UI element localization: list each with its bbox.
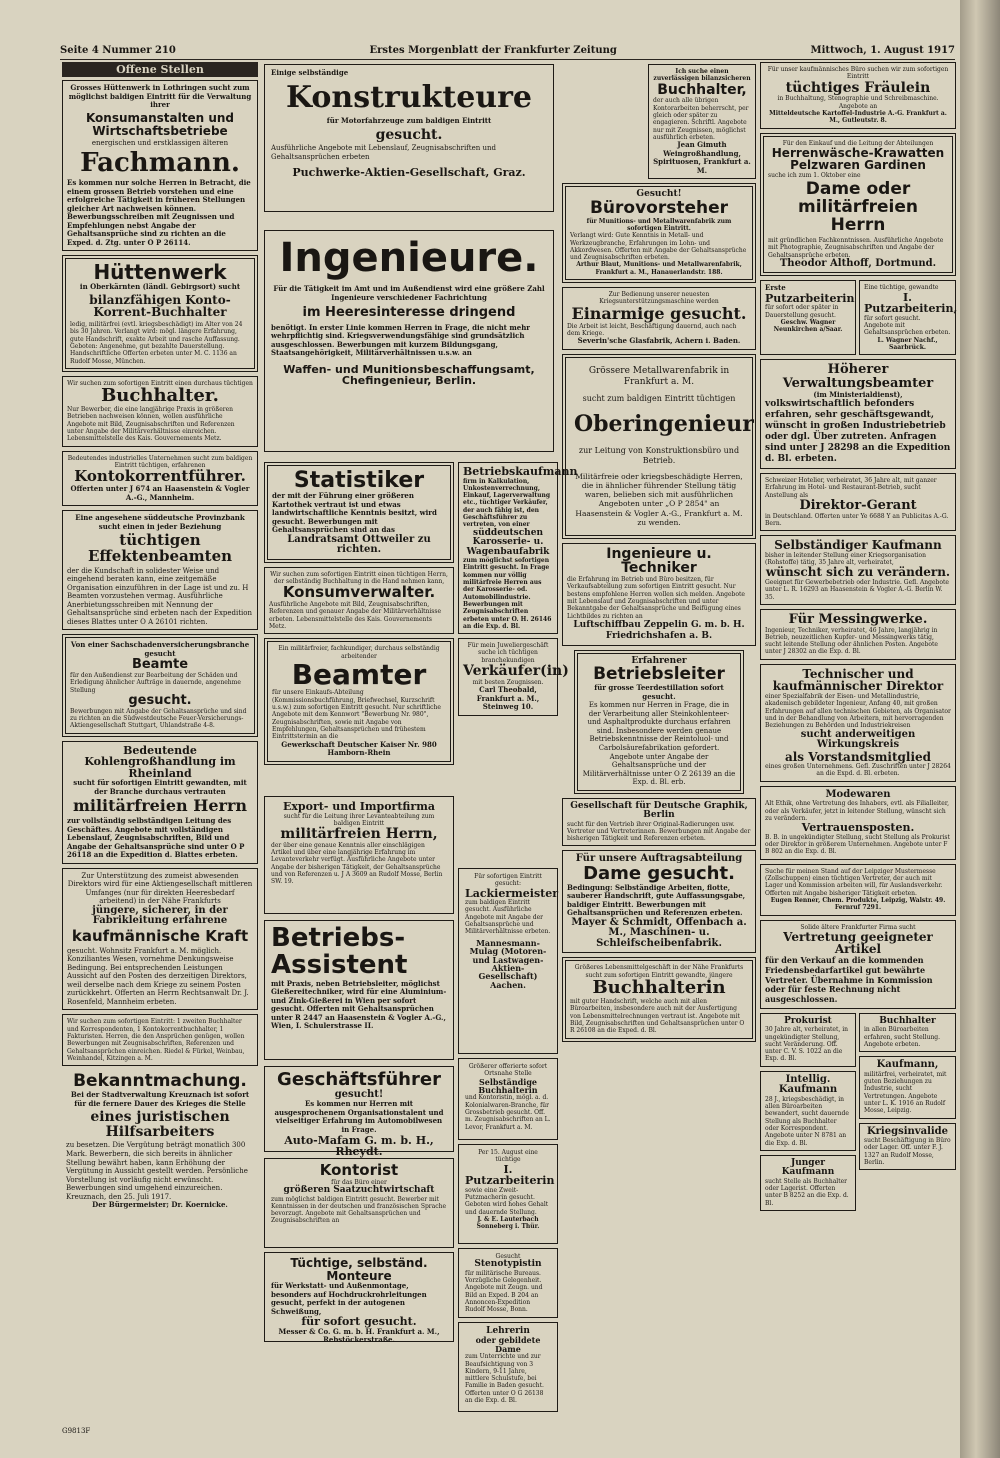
ad-headline: Stenotypistin — [474, 1259, 542, 1270]
ad-body: firm in Kalkulation, Unkostenverrechnung, Einkauf, Lagerverwaltung etc., tüchtiger Verkäufer, der auch fähig ist, den Geschäftsführer zu vertreten, von einer — [463, 477, 551, 529]
ad-direktor-gerant — [760, 473, 956, 531]
ad-text: Ein militärfreier, fachkundiger, durchaus selbständig arbeitender — [278, 645, 440, 660]
ad-text: für Munitions- und Metallwarenfabrik zum sofortigen Eintritt. — [586, 217, 732, 232]
ad-riedel-fuerkel: Wir suchen zum sofortigen Eintritt: 1 zweiten Buchhalter und Korrespondenten, 1 Kontokorrentbuchhalter, 1 Fakturisten. Herren, die den Ansprüchen genügen, wollen Bewerbungen mit Zeugnisabschriften, Referenzen und Gehaltsansprüchen einreichen. Riedel & Fürkel, Weinbau, Weinhandel, Kitzingen a. M. — [62, 1014, 258, 1066]
column-3 — [562, 64, 756, 1046]
ad-text: sucht zum baldigen Eintritt tüchtigen — [582, 393, 736, 403]
ad-body: und Kontoristin, mögl. a. d. Kolonialwaren-Branche, für Grossbetrieb gesucht. Off. m. Zeugnisabschriften an L. Levor, Frankfurt a. M. — [465, 1094, 551, 1131]
ad-firm: Messer & Co. G. m. b. H. Frankfurt a. M., Rebstöckerstraße. — [278, 1326, 440, 1345]
column-1 — [62, 62, 258, 1217]
ad-body: sucht Beschäftigung in Büro oder Lager. Off. unter F. J. 1327 an Rudolf Mosse, Berlin. — [864, 1137, 951, 1166]
column-4 — [760, 62, 956, 1215]
ad-stenotypistin — [458, 1248, 558, 1318]
ad-body: Ausführliche Angebote mit Bild, Zeugnisabschriften, Referenzen und genauer Angabe der Militärverhältnisse erbeten. Lebensmittelstelle des Kais. Gouvernements Metz. — [269, 601, 442, 631]
ad-signature: Der Bürgermeister; Dr. Koernicke. — [92, 1200, 228, 1210]
ad-graphik — [562, 798, 756, 847]
ad-buerovorsteher — [562, 183, 756, 283]
ad-beamter — [264, 638, 454, 764]
ad-body: Für die Tätigkeit im Amt und im Außendienst wird eine größere Zahl Ingenieure verschiedener Fachrichtung — [273, 284, 545, 302]
ad-firm: Eugen Renner, Chem. Produkte, Leipzig, Walstr. 49. Fernruf 7291. — [770, 896, 946, 912]
ad-headline: Vertrauensposten. — [801, 821, 915, 835]
ad-headline: Höherer Verwaltungsbeamter — [782, 362, 934, 391]
ad-firm: J. & E. Lauterbach Sonneberg i. Thür. — [476, 1215, 540, 1231]
ad-text: Bedeutendes industrielles Unternehmen sucht zum baldigen Eintritt tüchtigen, erfahrenen — [67, 454, 253, 469]
ad-headline: I. Putzarbeiterin, — [864, 290, 958, 316]
ad-heading: eines juristischen Hilfsarbeiters — [90, 1109, 230, 1140]
ad-text: suche ich zum 1. Oktober eine — [768, 172, 861, 180]
ad-dame-gesucht — [562, 850, 756, 953]
ad-body: für sofort gesucht. Angebote mit Gehaltsansprüchen erbeten. — [864, 314, 951, 337]
ad-headline: Modewaren — [825, 788, 891, 800]
ad-oberingenieur — [562, 354, 756, 539]
ad-headline: Beamter — [291, 658, 427, 691]
ad-headline: Herrenwäsche-Krawatten Pelzwaren Gardinen — [771, 145, 945, 173]
ad-body: eines großen Unternehmens. Gefl. Zuschriften unter J 28264 an die Expd. d. Bl. erbeten. — [765, 763, 951, 778]
ad-body: der auch alle übrigen Kontorarbeiten beherrscht, per gleich oder später zu engagieren. Schriftl. Angebote nur mit Zeugnissen, möglichst ausführlich erbeten. — [653, 97, 749, 141]
ad-body: zur vollständig selbständigen Leitung des Geschäftes. Angebote mit vollständigen Lebenslauf, Zeugnisabschriften, Bild und Angabe der Gehaltsansprüche sind unter O P 26118 an die Expedition d. Blattes erbeten. — [67, 816, 245, 860]
ad-headline: tüchtiges Fräulein — [785, 79, 931, 96]
ad-heading: größeren Saatzuchtwirtschaft — [283, 1185, 435, 1196]
ad-betriebskaufmann — [458, 462, 578, 634]
ad-erste-putzarbeiterin — [760, 280, 856, 355]
ad-text: Zur Unterstützung des zumeist abwesenden Direktors wird für eine Aktiengesellschaft mittleren Umfanges (nur für direkten Heeresbedarf arbeitend) in der Nähe Frankfurts — [67, 871, 253, 906]
ad-text: Größerer offerierte sofort Ortsnahe Stelle — [468, 1063, 548, 1078]
ad-firm: Gesellschaft für Deutsche Graphik, Berlin — [570, 800, 748, 821]
page-edge — [960, 0, 1000, 1458]
ad-text: Erfahrener — [631, 655, 687, 666]
ad-body: benötigt. In erster Linie kommen Herren in Frage, die nicht mehr wehrpflichtig sind. Kriegsverwendungsfähige sind grundsätzlich ausgeschlossen. Bewerbungen mit kurzem Bildungsgang, Staatsangehörigkeit, Militärverhältnissen u.s.w. an — [271, 322, 530, 358]
ad-konsumverwalter — [264, 567, 454, 635]
ad-firm: Mitteldeutsche Kartoffel-Industrie A.-G. Frankfurt a. M., Gutleutstr. 8. — [769, 109, 947, 125]
column-2a — [264, 462, 454, 769]
ad-body: zum baldigen Eintritt gesucht. Ausführliche Angebote mit Angabe der Gehaltsansprüche und Militärverhältnisse erbeten. — [465, 899, 551, 936]
ad-headline: Junger Kaufmann — [781, 1157, 835, 1178]
ad-firm: Mayer & Schmidt, Offenbach a. M., Maschinen- u. Schleifscheibenfabrik. — [571, 916, 747, 949]
ad-text: energischen und erstklassigen älteren — [91, 139, 229, 148]
ad-heading: bilanzfähigen Konto-Korrent-Buchhalter — [89, 292, 231, 320]
ad-headline: I. Putzarbeiterin — [465, 1162, 555, 1188]
ad-text: Für unser kaufmännisches Büro suchen wir zum sofortigen Eintritt — [767, 66, 949, 81]
ad-text: Schweizer Hotelier, verheiratet, 36 Jahre alt, mit ganzer Erfahrung im Hotel- und Restaurant-Betrieb, sucht Anstellung als — [765, 476, 937, 499]
ad-body: sowie eine Zweit-Putzmacherin gesucht. Geboten wird hohes Gehalt und dauernde Stellung. — [465, 1186, 549, 1216]
ad-body: für sofort oder später in Dauerstellung gesucht. — [765, 304, 839, 319]
ad-heading: jüngere, sicherer, in der Fabrikleitung erfahrene — [92, 904, 228, 927]
ad-headline: Für Messingwerke. — [788, 611, 928, 627]
ad-headline: Buchhalterin — [592, 977, 726, 999]
ad-body: ledig, militärfrei (evtl. kriegsbeschädigt) im Alter von 24 bis 30 Jahren. Verlangt wird: mögl. längere Erfahrung, gute Handschrift, exakte Arbeit und rasche Auffassung. Geboten: Angenehme, gut bezahlte Dauerstellung. Handschriftliche Offerten erbeten unter M. C. 1136 an Rudolf Mosse, München. — [70, 320, 243, 365]
ad-firm: Carl Theobald, Frankfurt a. M., Steinweg 10. — [476, 685, 540, 712]
ad-firm: Severin'sche Glasfabrik, Achern i. Baden. — [577, 336, 741, 346]
ad-heading: im Heeresinteresse dringend — [302, 305, 516, 321]
ad-text: Für mein Juweliergeschäft suche ich tüchtigen branchekundigen — [467, 642, 549, 664]
ad-headline: Bürovorsteher — [589, 197, 729, 218]
ad-body: zum möglichst sofortigen Eintritt gesucht. In Frage kommen nur völlig militärfreie Herren aus der Karosserie- od. Automobilindustrie. Bewerbungen mit Zeugnisabschriften erbeten unter O. H. 26146 an die Exp. d. Bl. — [463, 557, 552, 630]
page-header — [60, 45, 955, 60]
ad-firm: Puchwerke-Aktien-Gesellschaft, Graz. — [292, 166, 526, 180]
ad-buchhalterin — [562, 957, 756, 1041]
ad-verkaeufer — [458, 638, 569, 716]
ad-body: mit gründlichen Fachkenntnissen. Ausführliche Angebote mit Photographie, Zeugnisabschriften und Angabe der Gehaltsansprüche erbeten. — [768, 236, 944, 259]
column-2b — [458, 462, 578, 720]
ad-body: Ingenieur, Techniker, verheiratet, 46 Jahre, langjährig in Betrieb, neuzeitlichen Kupfer- und Messingwerks tätig, sucht leitende Stellung oder ähnlichen Posten. Angebote unter J 28302 an die Exp. d. Bl. — [765, 626, 938, 656]
ad-heading: sucht anderweitigen Wirkungskreis — [800, 728, 916, 751]
ad-body: für den Außendienst zur Bearbeitung der Schäden und Erledigung ähnlicher Aufträge in dauernde, angenehme Stellung — [70, 672, 241, 694]
ad-body: volkswirtschaftlich befonders erfahren, sehr geschäftsgewandt, wünscht in großen Industriebetrieb oder dgl. Über zutreten. Anfragen sind unter J 28298 an die Expedition d. Bl. erbeten. — [765, 399, 951, 464]
ad-firm: Arthur Blaut, Munitions- und Metallwarenfabrik, Frankfurt a. M., Hanauerlandstr. 188. — [576, 261, 742, 276]
ad-headline: Kriegsinvalide — [866, 1125, 949, 1137]
ad-huettenwerk — [62, 255, 258, 372]
ad-heading: gesucht! — [334, 1088, 384, 1100]
ad-headline: Oberingenieur — [574, 411, 754, 438]
ad-text: für grosse Teerdestillation sofort gesucht. — [594, 683, 724, 701]
ad-body: zu besetzen. Die Vergütung beträgt monatlich 300 Mark. Bewerbern, die sich bereits in ähnlicher Stellung bewährt haben, kann Erhöhung der Vergütung in Aussicht gestellt werden. Persönliche Vorstellung ist vorläufig nicht erwünscht. Bewerbungen sind umgehend einzureichen. — [66, 1141, 248, 1193]
ad-heading: für sofort gesucht. — [301, 1315, 417, 1329]
ad-headline: Putzarbeiterin — [765, 291, 855, 305]
ad-modewaren — [760, 786, 956, 860]
ad-text: sucht für die Leitung ihrer Levanteabteilung zum baldigen Eintritt — [283, 812, 435, 827]
ad-intellig-kaufmann — [760, 1071, 856, 1151]
ad-text: Lehrerin — [486, 1326, 530, 1336]
ad-kontorist — [264, 1158, 454, 1248]
ad-text: (im Ministerialdienst), — [813, 389, 903, 399]
header-center: Erstes Morgenblatt der Frankfurter Zeitung — [369, 45, 617, 56]
ad-date: Kreuznach, den 25. Juli 1917. — [66, 1192, 172, 1201]
ad-firm: Auto-Mafam G. m. b. H., Rheydt. — [284, 1133, 434, 1159]
ad-firm: Landratsamt Ottweiler zu richten. — [287, 533, 431, 556]
ad-text: Eine angesehene süddeutsche Provinzbank sucht einen in jeder Beziehung — [75, 513, 245, 531]
ad-headline: Ingenieure u. Techniker — [606, 545, 712, 577]
ad-headline: gesucht. — [128, 692, 192, 708]
ad-body: zur Leitung von Konstruktionsbüro und Betrieb. — [578, 446, 740, 466]
ad-headline: Betriebsleiter — [593, 664, 725, 685]
ad-export-import — [264, 796, 454, 914]
ad-ingenieure — [264, 230, 554, 452]
ad-text: Grosses Hüttenwerk in Lothringen sucht zum möglichst baldigen Eintritt für die Verwaltung ihrer — [68, 83, 252, 110]
ad-text: Größeres Lebensmittelgeschäft in der Nähe Frankfurts sucht zum sofortigen Eintritt gewandte, jüngere — [574, 964, 744, 979]
ad-text: Wir suchen zum sofortigen Eintritt einen tüchtigen Herrn, der selbständig Buchhaltung in die Hand nehmen kann, — [270, 570, 448, 586]
ad-body: in Deutschland. Offerten unter Ye 6688 Y an Publicitas A.-G. Bern. — [765, 512, 949, 527]
ad-headline: Buchhalter. — [101, 385, 219, 407]
ad-body: Nur Bewerber, die eine langjährige Praxis in größeren Betrieben nachweisen können, wollen ausführliche Angebote mit Bild, Zeugnisabschriften und Referenzen unter Angabe der Militärverhältnisse einreichen. Lebensmittelstelle des Kais. Gouvernements Metz. — [67, 406, 235, 443]
ad-buchhalter — [62, 376, 258, 447]
ad-selbstaendiger-kaufmann — [760, 535, 956, 605]
ad-bekanntmachung — [62, 1070, 258, 1213]
ad-body: Alt Ethik, ohne Vertretung des Inhabers, evtl. als Filialleiter, oder als Verkäufer, jetzt in leitender Stellung, wünscht sich zu verändern. — [765, 800, 949, 822]
ad-lehrerin — [458, 1322, 558, 1412]
ad-headline: Intellig. Kaufmann — [778, 1073, 838, 1096]
ad-headline: kaufmännische Kraft — [71, 926, 249, 945]
ad-headline: Selbständiger Kaufmann — [774, 538, 942, 553]
ad-body: für militärische Bureaus. Vorzügliche Gelegenheit. Angebote mit Zeugn. und Bild an Exped. B 204 an Annoncen-Expedition Rudolf Mosse, Bonn. — [465, 1269, 543, 1314]
ad-headline: Hüttenwerk — [93, 260, 227, 285]
ad-headline: Konsumverwalter. — [282, 583, 436, 602]
ad-buchhalterin-kontoristin — [458, 1058, 558, 1140]
ad-body: die Erfahrung im Betrieb und Büro besitzen, für Verkaufsabteilung zum sofortigen Eintritt gesucht. Nur bestens empfohlene Herren wollen sich melden. Angebote mit Lebenslauf und Zeugnisabschriften und unter Bekanntgabe der Gehaltsansprüche und Beifügung eines Lichtbildes zu richten an — [567, 576, 745, 620]
ad-kriegsinvalide — [859, 1123, 956, 1171]
ad-messingwerke — [760, 609, 956, 660]
ad-body: Offerten unter J 674 an Haasenstein & Vogler A.-G., Mannheim. — [70, 484, 250, 502]
ad-headline: Beamte — [131, 657, 189, 673]
ad-body: Es kommen nur Herren in Frage, die in der Verarbeitung aller Steinkohlenteer- und Asphaltprodukte durchaus erfahren sind. Insbesondere werden genaue Betriebskenntnisse der Reintoluol- und Carbolsäurefabrikation gefordert. Angebote unter Angabe der Gehaltsansprüche und der Militärverhältnisse unter O Z 26139 an die Exp. d. Bl. erb. — [582, 701, 736, 787]
ad-text: Gesucht — [495, 1253, 521, 1260]
ad-heading: oder gebildete Dame — [475, 1335, 541, 1354]
ad-text: Gesucht! — [636, 189, 682, 200]
ad-headline: Technischer und kaufmännischer Direktor — [772, 666, 944, 694]
ad-headline: wünscht sich zu verändern. — [765, 565, 951, 580]
ad-betriebsleiter — [574, 650, 744, 794]
ad-body: der über eine genaue Kenntnis aller einschlägigen Artikel und über eine langjährige Erfahrung im Levanteverkehr verfügt. Ausführliche Angebote unter Angabe der bisherigen Tätigkeit, der Gehaltsansprüche und von Referenzen u. J A 3609 an Rudolf Mosse, Berlin SW. 19. — [271, 841, 443, 886]
ad-headline: als Vorstandsmitglied — [784, 749, 932, 764]
ad-heading: Export- und Importfirma — [282, 800, 435, 813]
ad-body: der die Kundschaft in solidester Weise und eingehend beraten kann, eine zeitgemäße Organisation einzuführen in der Lage ist und zu. H Beamten vorzustehen vermag. Ausführliche Anerbietungsschreiben mit Nennung der Gehaltsansprüche sind erbeten nach der Expedition dieses Blattes unter O A 26101 richten. — [67, 566, 253, 626]
ad-col-right — [859, 1013, 956, 1215]
ad-text: Zur Bedienung unserer neuesten Kriegsunterstützungsmaschine werden — [599, 291, 719, 306]
ad-headline: Ingenieure. — [279, 235, 539, 281]
ad-prokurist — [760, 1013, 856, 1067]
ad-headline: Dame oder militärfreien Herrn — [798, 179, 918, 236]
ad-headline: Kaufmann, — [876, 1059, 939, 1071]
ad-vertretung — [760, 920, 956, 1009]
ad-body: bisher in leitender Stellung einer Kriegsorganisation (Rohstoffe) tätig, 35 Jahre alt, verheiratet, — [765, 551, 927, 567]
ad-geschaeftsfuehrer — [264, 1066, 454, 1159]
ad-headline: Geschäftsführer — [277, 1069, 441, 1090]
ad-headline: Bekanntmachung. — [73, 1071, 247, 1092]
ad-kaufmann — [859, 1056, 956, 1118]
ad-body: 28 J., kriegsbeschädigt, in allen Büroarbeiten bewandert, sucht dauernde Stellung als Buchhalter oder Korrespondent. Angebote unter N 8781 an die Exp. d. Bl. — [765, 1095, 849, 1147]
ad-headline: Tüchtige, selbständ. Monteure — [290, 1256, 428, 1283]
ad-firm: Mannesmann-Mulag (Motoren- und Lastwagen-Aktien-Gesellschaft) Aachen. — [469, 937, 547, 990]
ad-buchhalter-gimuth — [648, 64, 756, 179]
ad-text: für das Büro einer — [331, 1178, 387, 1186]
ad-i-putzarbeiterin — [859, 280, 956, 355]
ad-text: in Oberkärnten (ländl. Gebirgsort) sucht — [79, 282, 241, 292]
ad-body: Es kommen nur solche Herren in Betracht, die einem grossen Betrieb vorstehen und eine erfolgreiche Tätigkeit in früheren Stellungen gleicher Art nachweisen können. Bewerbungsschreiben mit Zeugnissen und Empfehlungen nebst Angabe der Gehaltsansprüche sind zu richten an die Exped. d. Ztg. unter O P 26114. — [67, 178, 251, 247]
section-title: Offene Stellen — [62, 62, 258, 77]
ad-headline: Betriebskaufmann — [463, 465, 578, 478]
ad-ingenieure-techniker — [562, 543, 756, 646]
ad-firm: Jean Gimuth Weingroßhandlung, Spirituosen, Frankfurt a. M. — [653, 140, 751, 175]
ad-buchhalter-small — [859, 1013, 956, 1052]
ad-body: Die Arbeit ist leicht, Beschäftigung dauernd, auch nach dem Kriege. — [567, 322, 737, 337]
ad-text: Eine tüchtige, gewandte — [864, 284, 939, 292]
ad-headline: Kontokorrentführer. — [74, 467, 246, 486]
ad-headline: militärfreien Herrn — [72, 796, 248, 816]
ad-konstrukteure — [264, 64, 554, 212]
ad-body: gesucht. Wohnsitz Frankfurt a. M. möglich. Konziliantes Wesen, vornehme Denkungsweise Bedingung. Bei entsprechenden Leistungen Aussicht auf den Posten des derzeitigen Direktors, weil derselbe nach dem Kriege zu seinem Posten zurückkehrt. Offerten an Herrn Rechtsanwalt Dr. J. Rosenfeld, Mannheim erbeten. — [67, 946, 249, 1006]
ad-headline: Verkäufer(in) — [463, 663, 569, 680]
ad-col-left — [760, 1013, 856, 1215]
ad-firm: Geschw. Wagner Neunkirchen a/Saar. — [773, 319, 843, 334]
ad-headline: Vertretung geeigneter Artikel — [783, 929, 933, 957]
ad-body: mit guter Handschrift, welche auch mit allen Büroarbeiten, insbesondere auch mit der Ausfertigung von Lebensmittelrechnungen vertraut ist. Angebote mit Bild, Zeugnisabschriften und Gehaltsansprüchen unter O R 26108 an die Exped. d. Bl. — [570, 997, 745, 1035]
ad-text: sucht für sofortigen Eintritt gewandten, mit der Branche durchaus vertrauten — [73, 778, 247, 796]
ad-beamte — [62, 634, 258, 736]
ad-firm: Luftschiffbau Zeppelin G. m. b. H. Friedrichshafen a. B. — [573, 620, 745, 642]
ad-headline: Kontorist — [319, 1161, 399, 1179]
ad-body: in Buchhaltung, Stenographie und Schreibmaschine. Angebote an — [777, 95, 939, 110]
ad-statistiker — [264, 462, 454, 563]
ad-headline: Direktor-Gerant — [799, 497, 917, 513]
ad-kontokorrentfuehrer — [62, 451, 258, 506]
ad-body: Bedingung: Selbständige Arbeiten, flotte, sauberer Handschrift, gute Auffassungsgabe, baldiger Eintritt. Bewerbungen mit Gehaltsansprüchen und Referenzen erbeten. — [567, 882, 746, 918]
ad-body: B. B. in ungekündigter Stellung, sucht Stellung als Prokurist oder Direktor in größerem Unternehmen. Angebote unter F B 802 an die Exp. d. Bl. — [765, 833, 950, 856]
ad-effektenbeamter — [62, 510, 258, 630]
ad-headline: Statistiker — [293, 468, 425, 493]
ad-kaufmaennische-kraft — [62, 868, 258, 1011]
ad-text: Für sofortigen Eintritt gesucht: — [474, 873, 542, 888]
ad-text: Grössere Metallwarenfabrik in Frankfurt a. M. — [588, 365, 730, 387]
ad-headline: militärfreien Herrn, — [280, 826, 438, 843]
ad-row-putz — [760, 280, 956, 359]
ad-headline: Prokurist — [784, 1015, 832, 1026]
ad-row-small — [760, 1013, 956, 1215]
ad-headline: Fachmann. — [80, 147, 240, 178]
ad-body: für Werkstatt- und Außenmontage, besonders auf Hochdruckrohrleitungen gesucht, perfekt in der autogenen Schweißung, — [271, 1281, 427, 1316]
ad-leipziger-messe — [760, 864, 956, 916]
ad-body: mit besten Zeugnissen. — [472, 678, 544, 686]
ad-headline: Einarmige gesucht. — [571, 303, 747, 323]
ad-text: Bei der Stadtverwaltung Kreuznach ist sofort für die fernere Dauer des Krieges die Stelle — [70, 1090, 250, 1108]
ad-text: für Motorfahrzeuge zum baldigen Eintritt — [326, 116, 492, 126]
ad-body: für unsere Einkaufs-Abteilung (Kommissionsbuchführung, Briefwechsel, Kurzschrift u.s.w.) zum sofortigen Eintritt gesucht. Nur schriftliche Angebote mit dem Kennwort "Bewerbung Nr. 980", Zeugnisabschriften, sowie mit Angabe von Empfehlungen, Gehaltsansprüchen und frühestem Eintrittstermin an die — [272, 689, 441, 741]
ad-body: Ausführliche Angebote mit Lebenslauf, Zeugnisabschriften und Gehaltsansprüchen erbeten — [271, 144, 496, 161]
ad-althoff — [760, 133, 956, 277]
ad-firm: Waffen- und Munitionsbeschaffungsamt, Chefingenieur, Berlin. — [283, 362, 535, 388]
ad-heading: Bedeutende Kohlengroßhandlung im Rheinland — [84, 743, 236, 780]
ad-body: 30 Jahre alt, verheiratet, in ungekündigter Stellung, sucht Veränderung. Off. unter C. V. S. 1022 an die Exp. d. Bl. — [765, 1026, 848, 1063]
ad-headline: Betriebs-Assistent — [271, 923, 408, 981]
ad-betriebs-assistent — [264, 920, 454, 1060]
ad-body: zum möglichst baldigen Eintritt gesucht. Bewerber mit Kenntnissen in der deutschen und französischen Sprache bevorzugt. Angebote mit Gehaltsansprüchen und Zeugnisabschriften an — [271, 1195, 447, 1225]
ad-text: Ich suche einen zuverlässigen bilanzsicheren — [653, 68, 751, 83]
ad-konsumanstalten — [62, 80, 258, 251]
ad-text: Für unsere Auftragsabteilung — [575, 853, 743, 865]
ad-headline: Buchhalter — [879, 1015, 936, 1026]
ad-body: militärfrei, verheiratet, mit guten Beziehungen zu Industrie, sucht Vertretungen. Angebote unter L. K. 1916 an Rudolf Mosse, Leipzig. — [864, 1070, 947, 1115]
ad-body: mit Praxis, neben Betriebsleiter, möglichst Gießereitechniker, wird für eine Aluminium- und Zink-Gießerei in Wien per sofort gesucht. Offerten mit Gehaltsansprüchen unter R 2447 an Haasenstein & Vogler A.-G., Wien, I. Schulerstrasse II. — [271, 978, 447, 1031]
ad-body: Suche für meinen Stand auf der Leipziger Mustermesse (Zollschuppen) einen tüchtigen Vertreter, der auch mit Lager und Kommission arbeiten will, für Auslandsverkehr. Offerten mit Angabe bisheriger Tätigkeit erbeten. — [765, 867, 943, 897]
footer-code: G9813F — [62, 1427, 91, 1435]
ad-body: in allen Büroarbeiten erfahren, sucht Stellung. Angebote erbeten. — [864, 1026, 941, 1048]
ad-headline: Lackiermeister — [465, 886, 559, 900]
ad-body: Verlangt wird: Gute Kenntnis in Metall- und Werkzeugbranche, Erfahrungen im Lohn- und Akkordwesen. Offerten mit Angabe der Gehaltsansprüche und Zeugnisabschriften erbeten. — [570, 232, 747, 262]
ad-firm: Theodor Althoff, Dortmund. — [779, 257, 937, 269]
ad-junger-kaufmann — [760, 1155, 856, 1211]
ad-body: sucht Stelle als Buchhalter oder Lagerist. Offerten unter B 8252 an die Exp. d. Bl. — [765, 1177, 849, 1207]
ad-headline: Buchhalter, — [657, 81, 747, 98]
ad-verwaltungsbeamter — [760, 359, 956, 469]
ad-headline: Selbständige Buchhalterin — [478, 1076, 538, 1096]
header-left: Seite 4 Nummer 210 — [60, 45, 176, 56]
ad-firm: Gewerkschaft Deutscher Kaiser Nr. 980 Hamborn-Rhein — [281, 739, 437, 758]
ad-text: Erste — [765, 283, 786, 293]
ad-body: für den Verkauf an die kommenden Friedensbedarfartikel gut bewährte Vertreter. Übernahme in Kommission oder für feste Rechnung nicht ausgeschlossen. — [765, 955, 933, 1005]
ad-text: Für den Einkauf und die Leitung der Abteilungen — [782, 139, 934, 147]
ad-text: Einige selbständige — [271, 68, 349, 77]
ad-text: Solide ältere Frankfurter Firma sucht — [800, 923, 916, 931]
ad-headline: tüchtigen Effektenbeamten — [87, 531, 233, 565]
ad-headline: Dame gesucht. — [583, 862, 735, 884]
ad-body: Es kommen nur Herren mit ausgesprochenem Organisationstalent und vielseitiger Erfahrung im Automobilwesen in Frage. — [274, 1099, 444, 1134]
ad-text: Wir suchen zum sofortigen Eintritt einen durchaus tüchtigen — [67, 379, 253, 387]
ad-body: Geeignet für Gewerbebetrieb oder Industrie. Gefl. Angebote unter L. R. 16293 an Haasenstein & Vogler A.-G. Berlin W. 35. — [765, 578, 949, 601]
header-right: Mittwoch, 1. August 1917 — [810, 45, 955, 56]
ad-headline: gesucht. — [375, 126, 443, 143]
ad-text: Von einer Sachschadenversicherungsbranche gesucht — [70, 640, 250, 658]
ad-heading: Konsumanstalten und Wirtschaftsbetriebe — [85, 111, 235, 138]
ad-heading: süddeutschen Karosserie- u. Wagenbaufabrik — [466, 527, 550, 557]
ad-einarmige — [562, 287, 756, 350]
ad-monteure — [264, 1252, 454, 1345]
ad-firm: L. Wagner Nachf., Saarbrück. — [877, 336, 938, 351]
ad-text: Per 15. August eine tüchtige — [478, 1149, 538, 1164]
ad-body: zum Unterrichte und zur Beaufsichtigung von 3 Kindern, 9-11 Jahre, mittlere Schulstufe, bei Familie in Baden gesucht. Offerten unter O G 26138 an die Exp. d. Bl. — [465, 1353, 544, 1405]
ad-body: der mit der Führung einer größeren Kartothek vertraut ist und etwas landwirtschaftliche Kenntnis besitzt, wird gesucht. Bewerbungen mit Gehaltsansprüchen sind an das — [272, 491, 437, 535]
ad-body: einer Spezialfabrik der Eisen- und Metallindustrie, akademisch gebildeter Ingenieur, Anfang 40, mit großen Erfahrungen auf allen technischen Gebieten, als Organisator und in der Behandlung von Arbeitern, mit hervorragenden Beziehungen zu Behörden und Industriekreisen — [765, 692, 951, 730]
ad-kohlengrosshandlung — [62, 741, 258, 864]
ad-headline: Konstrukteure — [285, 79, 533, 115]
ad-putzarbeiterin — [458, 1144, 558, 1244]
ad-body: Bewerbungen mit Angabe der Gehaltsansprüche und sind zu richten an die Südwestdeutsche Feuer-Versicherungs-Aktiengesellschaft Stuttgart, Uhlandstraße 4-8. — [70, 707, 247, 730]
ad-body: sucht für den Vertrieb ihrer Original-Radierungen usw. Vertreter und Vertreterinnen. Bewerbungen mit Angabe der bisherigen Tätigkeit und Referenzen erbeten. — [567, 820, 751, 843]
ad-body: Militärfreie oder kriegsbeschädigte Herren, die in ähnlicher führender Stellung tätig waren, belieben sich mit ausführlichen Angeboten unter „O P 2854" an Haasenstein & Vogler A.-G., Frankfurt a. M. zu wenden. — [575, 471, 743, 527]
ad-fraeulein — [760, 62, 956, 129]
ad-lackiermeister — [458, 868, 558, 1054]
ad-direktor — [760, 664, 956, 782]
